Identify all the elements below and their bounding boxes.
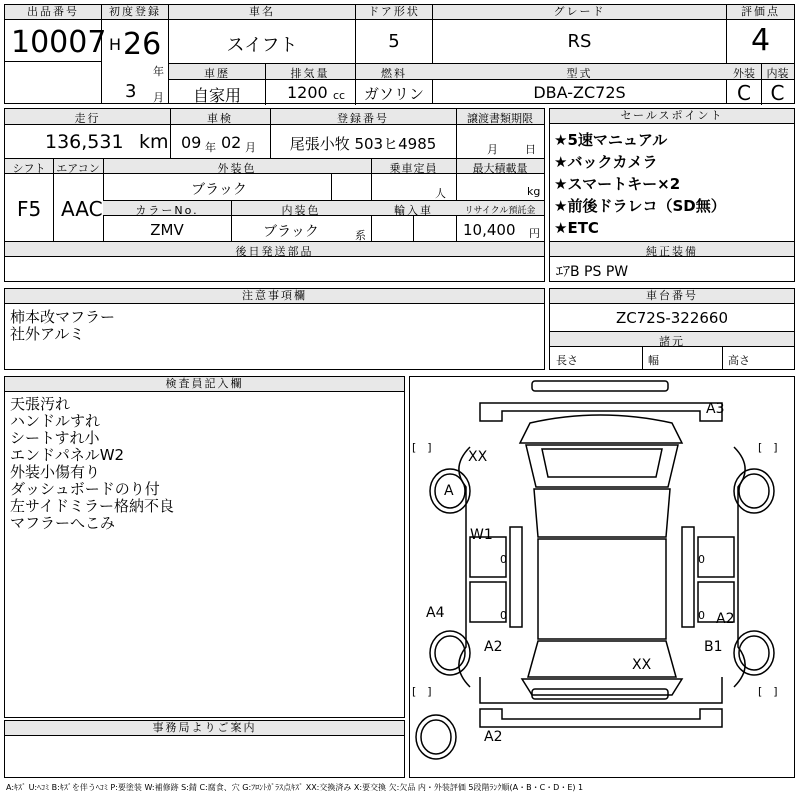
score: 4: [750, 23, 771, 58]
grade: RS: [567, 31, 592, 52]
mileage-label: 走行: [74, 112, 101, 125]
notes-section: [4, 288, 545, 370]
ext-score: C: [737, 81, 751, 105]
right-pillar: [682, 527, 694, 627]
length-label: 長さ: [556, 354, 578, 367]
recycle-label: リサイクル預託金: [464, 206, 536, 216]
color-no-label: カラーNo.: [135, 204, 199, 217]
shift: F5: [17, 197, 42, 221]
ext-label: 外装: [733, 67, 755, 80]
windshield-inner: [542, 449, 662, 477]
fuel: ガソリン: [363, 85, 424, 103]
era: H: [109, 35, 122, 54]
chassis-section: [549, 288, 795, 370]
insp-year: 09: [181, 133, 202, 152]
displacement-label: 排気量: [290, 67, 330, 80]
import-label: 輸入車: [394, 204, 433, 217]
int-color-label: 内装色: [281, 204, 321, 217]
capacity-label: 乗車定員: [389, 162, 438, 175]
door: 5: [388, 31, 400, 52]
load-unit: kg: [527, 185, 541, 198]
capacity-unit: 人: [435, 187, 446, 200]
spare-wheel: [416, 715, 456, 759]
car-name-label: 車名: [169, 5, 355, 20]
history-label: 車歴: [204, 67, 230, 80]
height-label: 高さ: [728, 354, 750, 367]
ac: AAC: [61, 197, 103, 221]
insp-year-unit: 年: [205, 141, 216, 154]
left-pillar: [510, 527, 522, 627]
transfer-month-unit: 月: [487, 143, 498, 156]
bracket-rl: [ ]: [412, 685, 432, 698]
recycle-unit: 円: [529, 227, 540, 240]
inspector-line: ハンドルすれ: [10, 412, 101, 430]
mark-xx-front: XX: [468, 449, 488, 465]
width-label: 幅: [648, 354, 659, 367]
ac-label: エアコン: [56, 162, 100, 175]
car-diagram: [409, 376, 795, 778]
year-unit: 年: [153, 65, 164, 78]
transfer-label: 譲渡書類期限: [467, 112, 533, 125]
top-section: [4, 4, 795, 104]
shift-label: シフト: [12, 162, 46, 175]
vehicle-details: [4, 108, 545, 282]
grade-label: グレード: [433, 5, 726, 20]
bracket-rr: [ ]: [758, 685, 778, 698]
mark-b1: B1: [704, 639, 723, 655]
hood: [520, 415, 682, 443]
inspection-label: 車検: [207, 112, 233, 125]
inspector-line: マフラーへこみ: [10, 514, 116, 532]
displacement: 1200: [287, 83, 328, 102]
rear-window: [528, 641, 676, 677]
reg-year: 26: [123, 27, 162, 62]
inspector-line: 天張汚れ: [10, 395, 71, 413]
office-section: [4, 720, 405, 778]
mark-zero: 0: [500, 553, 507, 566]
recycle-fee: 10,400: [463, 221, 516, 239]
mark-xx-rear: XX: [632, 657, 652, 673]
int-label: 内装: [766, 67, 789, 80]
car-name: スイフト: [226, 35, 298, 56]
front-bumper-top: [532, 381, 668, 391]
legend: A:ｷｽﾞ U:ﾍｺﾐ B:ｷｽﾞを伴うﾍｺﾐ P:要塗装 W:補修跡 S:錆 C:腐食、穴 G:ﾌﾛﾝﾄｶﾞﾗｽ点ｷｽﾞ XX:交換済み X:要交換 欠:欠品 内・外装評価 5段階ﾗﾝｸ順(A・B・C・D・E) 1: [6, 783, 584, 792]
color-label: 外装色: [217, 162, 257, 175]
lot-no-label: 出品番号: [5, 5, 101, 20]
sales-item: ★前後ドラレコ（SD無）: [554, 197, 726, 215]
plate-number: 尾張小牧 503ヒ4985: [289, 135, 437, 153]
inspector-line: 左サイドミラー格納不良: [10, 497, 174, 515]
note-line: 社外アルミ: [10, 325, 85, 343]
mileage: 136,531: [45, 131, 124, 153]
chassis-label: 車台番号: [550, 289, 794, 304]
lot-no: 10007: [11, 25, 107, 60]
wheel-rear-left: [430, 631, 470, 675]
interior-color: ブラック: [263, 224, 319, 240]
bottom-bumper: [480, 709, 722, 727]
mark-w1: W1: [470, 527, 493, 543]
wheel-rear-right: [734, 631, 774, 675]
sales-item: ★スマートキー×2: [554, 175, 681, 193]
km-unit: km: [139, 131, 169, 153]
int-color-unit: 系: [355, 229, 366, 242]
exterior-color: ブラック: [191, 182, 247, 198]
int-score: C: [770, 81, 785, 105]
mark-zero: 0: [500, 609, 507, 622]
insp-month: 02: [221, 133, 242, 152]
rear-bumper-bar: [532, 689, 668, 699]
color-no: ZMV: [150, 221, 184, 239]
mark-a2-right: A2: [716, 611, 735, 627]
notes-label: 注意事項欄: [5, 289, 544, 304]
fuel-label: 燃料: [381, 67, 407, 80]
inspector-label: 検査員記入欄: [5, 377, 404, 392]
model-label: 型式: [566, 67, 593, 80]
load-label: 最大積載量: [472, 162, 528, 175]
office-label: 事務局よりご案内: [5, 721, 404, 736]
inspector-line: ダッシュボードのり付: [10, 480, 160, 498]
transfer-day-unit: 日: [525, 143, 536, 156]
history: 自家用: [192, 86, 241, 105]
plate-label: 登録番号: [337, 112, 389, 125]
front-bumper: [480, 401, 725, 421]
sales-item: ★ETC: [554, 219, 599, 237]
insp-month-unit: 月: [245, 141, 256, 154]
mark-a-wheel: A: [444, 483, 454, 499]
equip-value: ｴｱB PS PW: [556, 264, 629, 280]
sales-label: セールスポイント: [550, 109, 794, 124]
mark-zero: 0: [698, 609, 705, 622]
dims-label: 諸元: [659, 335, 685, 348]
inspector-section: [4, 376, 405, 718]
month-unit: 月: [153, 91, 164, 104]
mark-a2-bottom: A2: [484, 729, 503, 745]
inspector-line: エンドパネルW2: [10, 446, 125, 464]
inspector-line: 外装小傷有り: [10, 463, 101, 481]
later-parts-label: 後日発送部品: [235, 245, 314, 258]
note-line: 柿本改マフラー: [10, 308, 116, 326]
score-label: 評価点: [727, 5, 794, 20]
windshield: [526, 445, 678, 487]
roof-front: [534, 489, 670, 537]
mark-a4: A4: [426, 605, 445, 621]
trunk: [522, 679, 682, 695]
bracket-fl: [ ]: [412, 441, 432, 454]
sales-points: [549, 108, 795, 282]
car-outline-svg: [410, 377, 794, 777]
door-label: ドア形状: [356, 5, 432, 20]
sales-list: [554, 129, 726, 239]
sales-item: ★5速マニュアル: [554, 131, 668, 149]
sales-item: ★バックカメラ: [554, 153, 658, 171]
mark-a2-left: A2: [484, 639, 503, 655]
reg-month: 3: [125, 81, 137, 102]
mark-a3: A3: [706, 401, 725, 417]
model: DBA-ZC72S: [533, 83, 626, 102]
chassis-number: ZC72S-322660: [615, 309, 729, 327]
cc-unit: cc: [333, 89, 346, 102]
wheel-front-right: [734, 469, 774, 513]
roof: [538, 539, 666, 639]
inspector-line: シートすれ小: [10, 429, 100, 447]
first-reg-label: 初度登録: [102, 5, 168, 20]
bracket-fr: [ ]: [758, 441, 778, 454]
equip-label: 純正装備: [646, 245, 698, 258]
mark-zero: 0: [698, 553, 705, 566]
